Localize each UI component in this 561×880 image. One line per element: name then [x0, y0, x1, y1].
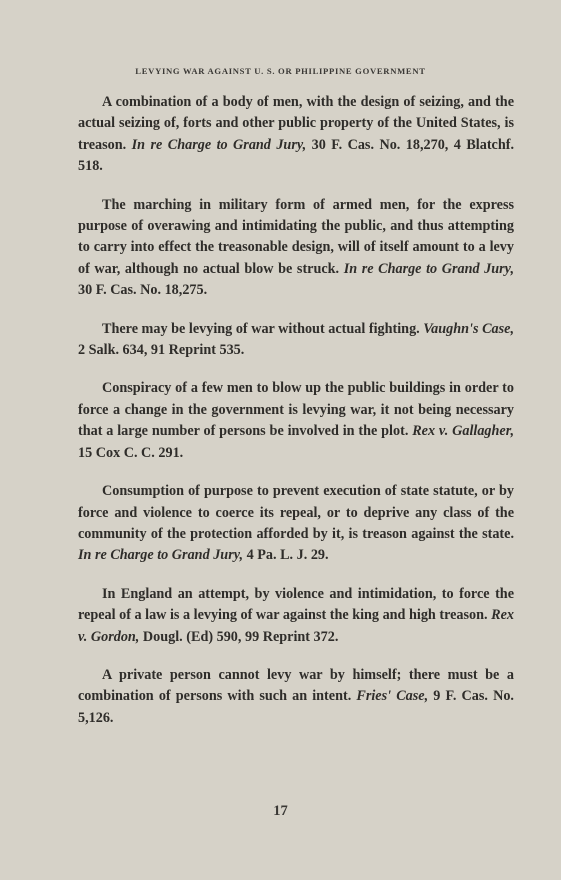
paragraph-4 — [78, 378, 514, 464]
paragraph-text: In England an attempt, by violence and intimidation, to force the repeal of a law is a levying of war against the king and high treason. — [78, 585, 514, 624]
running-head: LEVYING WAR AGAINST U. S. OR PHILIPPINE GOVERNMENT — [135, 66, 426, 76]
paragraph-text: Consumption of purpose to prevent execution of state statute, or by force and violence to coerce its repeal, or to deprive any class of the community of the protection afforded by it, is treason against the state. — [78, 483, 514, 542]
citation: Dougl. (Ed) 590, 99 Reprint 372. — [139, 628, 339, 645]
paragraph-text: A private person cannot levy war by himself; there must be a combination of persons with such an intent. — [78, 666, 514, 705]
citation: 30 F. Cas. No. 18,275. — [78, 282, 208, 299]
citation: 30 F. Cas. No. 18,270, 4 Blatchf. 518. — [78, 136, 514, 175]
paragraph-1 — [78, 92, 514, 178]
citation: 4 Pa. L. J. 29. — [243, 547, 329, 564]
citation: 9 F. Cas. No. 5,126. — [78, 688, 514, 726]
paragraph-2 — [78, 195, 514, 302]
case-name: Vaughn's Case, — [423, 320, 514, 337]
page-number: 17 — [273, 803, 288, 819]
body-text — [78, 92, 514, 746]
case-name: Fries' Case, — [356, 688, 429, 705]
case-name: Rex v. Gordon, — [78, 607, 514, 645]
citation: 15 Cox C. C. 291. — [78, 444, 184, 461]
case-name: In re Charge to Grand Jury, — [343, 260, 514, 277]
case-name: In re Charge to Grand Jury, — [131, 136, 307, 153]
paragraph-3 — [78, 319, 514, 362]
paragraph-5 — [78, 481, 514, 567]
paragraph-text: Conspiracy of a few men to blow up the public buildings in order to force a change in the government is levying war, it not being necessary that a large number of persons be involved in the plot. — [78, 380, 514, 440]
paragraph-7 — [78, 665, 514, 729]
case-name: In re Charge to Grand Jury, — [78, 547, 244, 564]
case-name: Rex v. Gallagher, — [412, 423, 514, 440]
citation: 2 Salk. 634, 91 Reprint 535. — [78, 342, 245, 359]
paragraph-text: A combination of a body of men, with the design of seizing, and the actual seizing of, forts and other public property of the United States, is treason. — [78, 94, 514, 153]
paragraph-text: There may be levying of war without actual fighting. — [102, 320, 424, 337]
paragraph-6 — [78, 584, 514, 648]
paragraph-text: The marching in military form of armed men, for the express purpose of overawing and intimidating the public, and thus attempting to carry into effect the treasonable design, will of itself amount to a levy of war, although no actual blow be struck. — [78, 196, 514, 277]
